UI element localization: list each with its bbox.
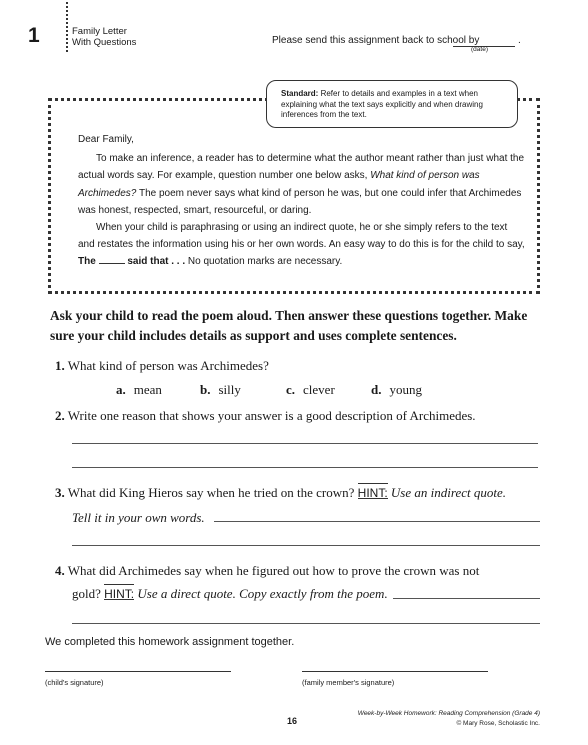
question-1-number: 1. <box>55 358 65 373</box>
answer-line-2b[interactable] <box>72 467 538 468</box>
section-label <box>72 26 136 48</box>
question-2-number: 2. <box>55 408 65 423</box>
option-c-text: clever <box>303 382 335 397</box>
letter-paragraph-2 <box>78 219 526 271</box>
letter-paragraph-1 <box>78 150 526 219</box>
question-4-hint-text: Use a direct quote. Copy exactly from the poem. <box>137 586 388 601</box>
question-4 <box>55 563 479 579</box>
option-c[interactable] <box>286 382 335 398</box>
letter-box-left-border <box>48 98 51 294</box>
book-title: Week-by-Week Homework: Reading Comprehension (Grade 4) <box>357 710 540 717</box>
letter-p2-bold-the: The <box>78 256 96 268</box>
question-3-hint-text-2: Tell it in your own words. <box>72 510 205 525</box>
section-label-line2: With Questions <box>72 37 137 48</box>
family-signature-field[interactable] <box>302 671 488 672</box>
question-1-text: What kind of person was Archimedes? <box>67 358 269 373</box>
standard-text: Refer to details and examples in a text when explaining what the text says explicitly and when drawing inferences from the text. <box>281 89 483 119</box>
question-3 <box>55 485 506 501</box>
question-4-text-2: gold? <box>72 586 101 601</box>
option-b-text: silly <box>218 382 241 397</box>
child-signature-label: (child's signature) <box>45 678 104 687</box>
letter-box-right-border <box>537 98 540 294</box>
option-d-letter: d. <box>371 382 382 397</box>
unit-number: 1 <box>28 24 40 47</box>
question-4-continued <box>72 586 388 602</box>
option-b[interactable] <box>200 382 241 398</box>
question-2 <box>55 408 476 424</box>
question-2-text: Write one reason that shows your answer is a good description of Archimedes. <box>67 408 476 423</box>
option-b-letter: b. <box>200 382 211 397</box>
send-back-text: Please send this assignment back to school by <box>272 35 480 46</box>
completion-statement: We completed this homework assignment together. <box>45 636 295 648</box>
copyright: © Mary Rose, Scholastic Inc. <box>456 720 540 727</box>
question-4-hint: HINT: <box>104 587 135 601</box>
question-1 <box>55 358 269 374</box>
letter-p2-text-end: No quotation marks are necessary. <box>185 256 343 268</box>
option-d[interactable] <box>371 382 422 398</box>
instructions: Ask your child to read the poem aloud. Then answer these questions together. Make sure your child includes details as support and uses complete sentences. <box>50 308 528 343</box>
question-3-number: 3. <box>55 485 65 500</box>
family-signature-label: (family member's signature) <box>302 678 395 687</box>
answer-line-3a[interactable] <box>214 521 540 522</box>
letter-p1-text-end: The poem never says what kind of person he was, but one could infer that Archimedes was honest, respected, smart, resourceful, or daring. <box>78 187 522 216</box>
answer-line-3b[interactable] <box>72 545 540 546</box>
option-d-text: young <box>389 382 422 397</box>
page-number: 16 <box>287 716 298 726</box>
child-signature-field[interactable] <box>45 671 231 672</box>
header-divider <box>66 2 68 52</box>
send-back-period: . <box>518 35 521 46</box>
letter-blank <box>99 254 125 264</box>
letter-p2-text: When your child is paraphrasing or using an indirect quote, he or she simply refers to the text and restates the information using his or her own words. An easy way to do this is for the child to say, <box>78 222 525 251</box>
question-3-continued <box>72 510 205 526</box>
question-3-text: What did King Hieros say when he tried on the crown? <box>67 485 355 500</box>
question-4-text: What did Archimedes say when he figured out how to prove the crown was not <box>67 563 480 578</box>
family-letter <box>78 131 526 271</box>
letter-salutation: Dear Family, <box>78 134 134 145</box>
option-a[interactable] <box>116 382 162 398</box>
letter-p1-text: To make an inference, a reader has to determine what the author meant rather than just what the actual words say. For example, question number one below asks, <box>78 153 525 182</box>
option-a-text: mean <box>133 382 162 397</box>
standard-label: Standard: <box>281 89 319 98</box>
letter-p1-italic: What kind of person was Archimedes? <box>78 170 480 199</box>
answer-line-4a[interactable] <box>393 598 540 599</box>
option-a-letter: a. <box>116 382 126 397</box>
answer-line-2a[interactable] <box>72 443 538 444</box>
question-3-hint-text: Use an indirect quote. <box>390 485 506 500</box>
letter-p2-bold-said: said that . . . <box>127 256 186 268</box>
answer-line-4b[interactable] <box>72 623 540 624</box>
question-4-number: 4. <box>55 563 65 578</box>
standard-callout <box>266 80 518 128</box>
section-label-line1: Family Letter <box>72 26 127 37</box>
question-3-hint: HINT: <box>357 486 388 500</box>
option-c-letter: c. <box>286 382 296 397</box>
date-label: (date) <box>471 46 488 53</box>
